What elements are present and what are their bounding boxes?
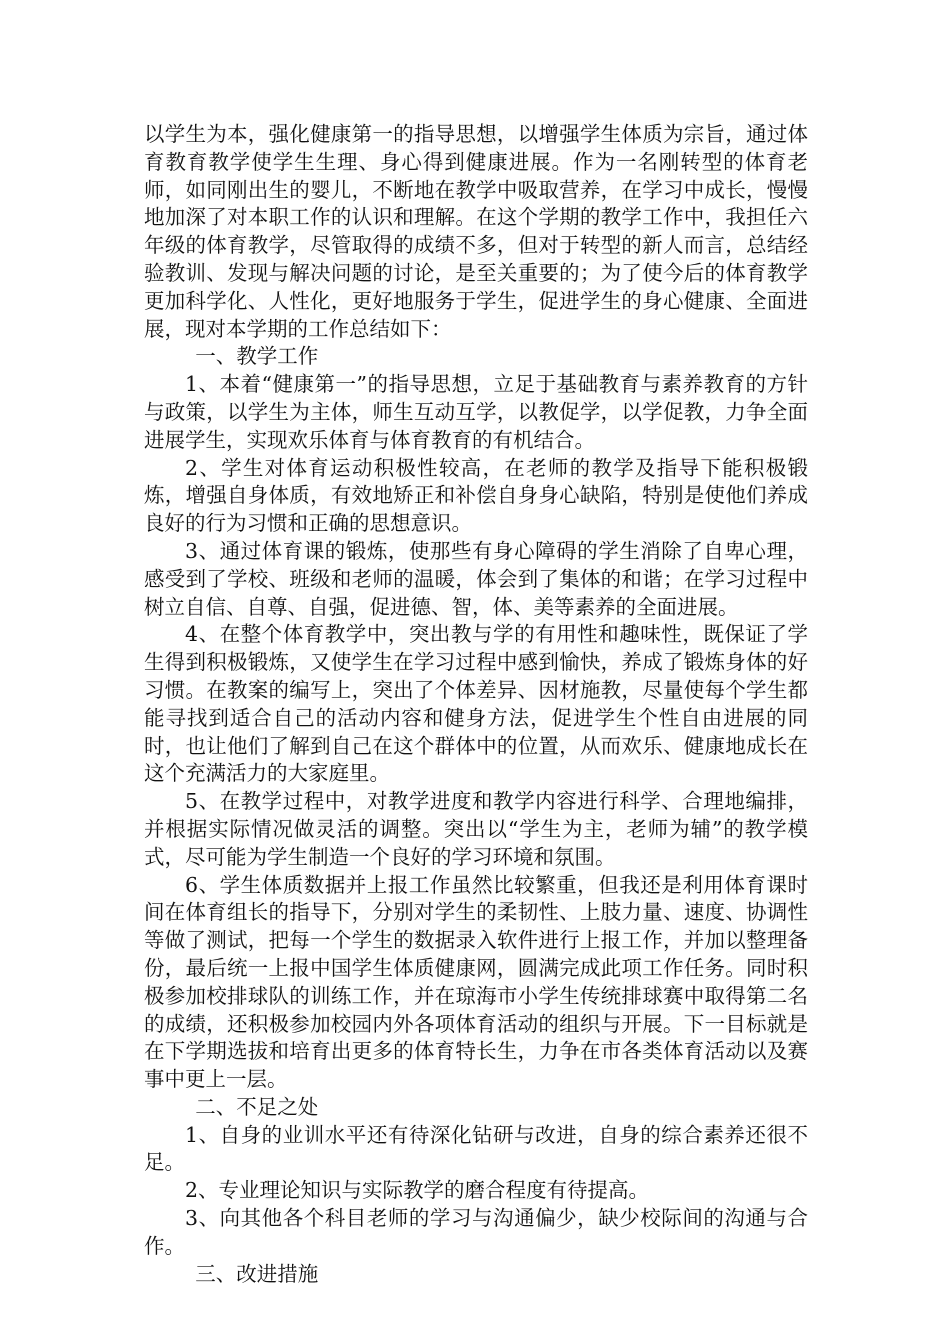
document-page (144, 121, 808, 1288)
section-heading-teaching-work: 一、教学工作 (195, 344, 319, 369)
section-heading-improvements: 三、改进措施 (195, 1261, 319, 1286)
shortcomings-item-2: 2、专业理论知识与实际教学的磨合程度有待提高。 (185, 1178, 650, 1203)
teaching-work-item-1: 1、本着“健康第一”的指导思想，立足于基础教育与素养教育的方针与政策，以学生为主体，师生互动互学，以教促学，以学促教，力争全面进展学生，实现欢乐体育与体育教育的有机结合。 (144, 372, 808, 452)
teaching-work-item-2: 2、学生对体育运动积极性较高，在老师的教学及指导下能积极锻炼，增强自身体质，有效地矫正和补偿自身身心缺陷，特别是使他们养成良好的行为习惯和正确的思想意识。 (144, 455, 808, 536)
shortcomings-item-3: 3、向其他各个科目老师的学习与沟通偏少，缺少校际间的沟通与合作。 (144, 1206, 808, 1258)
teaching-work-item-5: 5、在教学过程中，对教学进度和教学内容进行科学、合理地编排，并根据实际情况做灵活的调整。突出以“学生为主，老师为辅”的教学模式，尽可能为学生制造一个良好的学习环境和氛围。 (144, 789, 808, 869)
shortcomings-item-1: 1、自身的业训水平还有待深化钻研与改进，自身的综合素养还很不足。 (144, 1122, 808, 1175)
intro-paragraph: 以学生为本，强化健康第一的指导思想，以增强学生体质为宗旨，通过体育教育教学使学生生理、身心得到健康进展。作为一名刚转型的体育老师，如同刚出生的婴儿，不断地在教学中吸取营养，在学习中成长，慢慢地加深了对本职工作的认识和理解。在这个学期的教学工作中，我担任六年级的体育教学，尽管取得的成绩不多，但对于转型的新人而言，总结经验教训、发现与解决问题的讨论，是至关重要的；为了使今后的体育教学更加科学化、人性化，更好地服务于学生，促进学生的身心健康、全面进展，现对本学期的工作总结如下： (144, 122, 808, 341)
teaching-work-item-6: 6、学生体质数据并上报工作虽然比较繁重，但我还是利用体育课时间在体育组长的指导下，分别对学生的柔韧性、上肢力量、速度、协调性等做了测试，把每一个学生的数据录入软件进行上报工作，并加以整理备份，最后统一上报中国学生体质健康网，圆满完成此项工作任务。同时积极参加校排球队的训练工作，并在琼海市小学生传统排球赛中取得第二名的成绩，还积极参加校园内外各项体育活动的组织与开展。下一目标就是在下学期选拔和培育出更多的体育特长生，力争在市各类体育活动以及赛事中更上一层。 (144, 872, 808, 1092)
teaching-work-item-4: 4、在整个体育教学中，突出教与学的有用性和趣味性，既保证了学生得到积极锻炼，又使学生在学习过程中感到愉快，养成了锻炼身体的好习惯。在教案的编写上，突出了个体差异、因材施教，尽量使每个学生都能寻找到适合自己的活动内容和健身方法，促进学生个性自由进展的同时，也让他们了解到自己在这个群体中的位置，从而欢乐、健康地成长在这个充满活力的大家庭里。 (144, 622, 808, 786)
section-heading-shortcomings: 二、不足之处 (195, 1094, 319, 1119)
teaching-work-item-3: 3、通过体育课的锻炼，使那些有身心障碍的学生消除了自卑心理，感受到了学校、班级和老师的温暖，体会到了集体的和谐；在学习过程中树立自信、自尊、自强，促进德、智，体、美等素养的全面进展。 (144, 538, 808, 619)
